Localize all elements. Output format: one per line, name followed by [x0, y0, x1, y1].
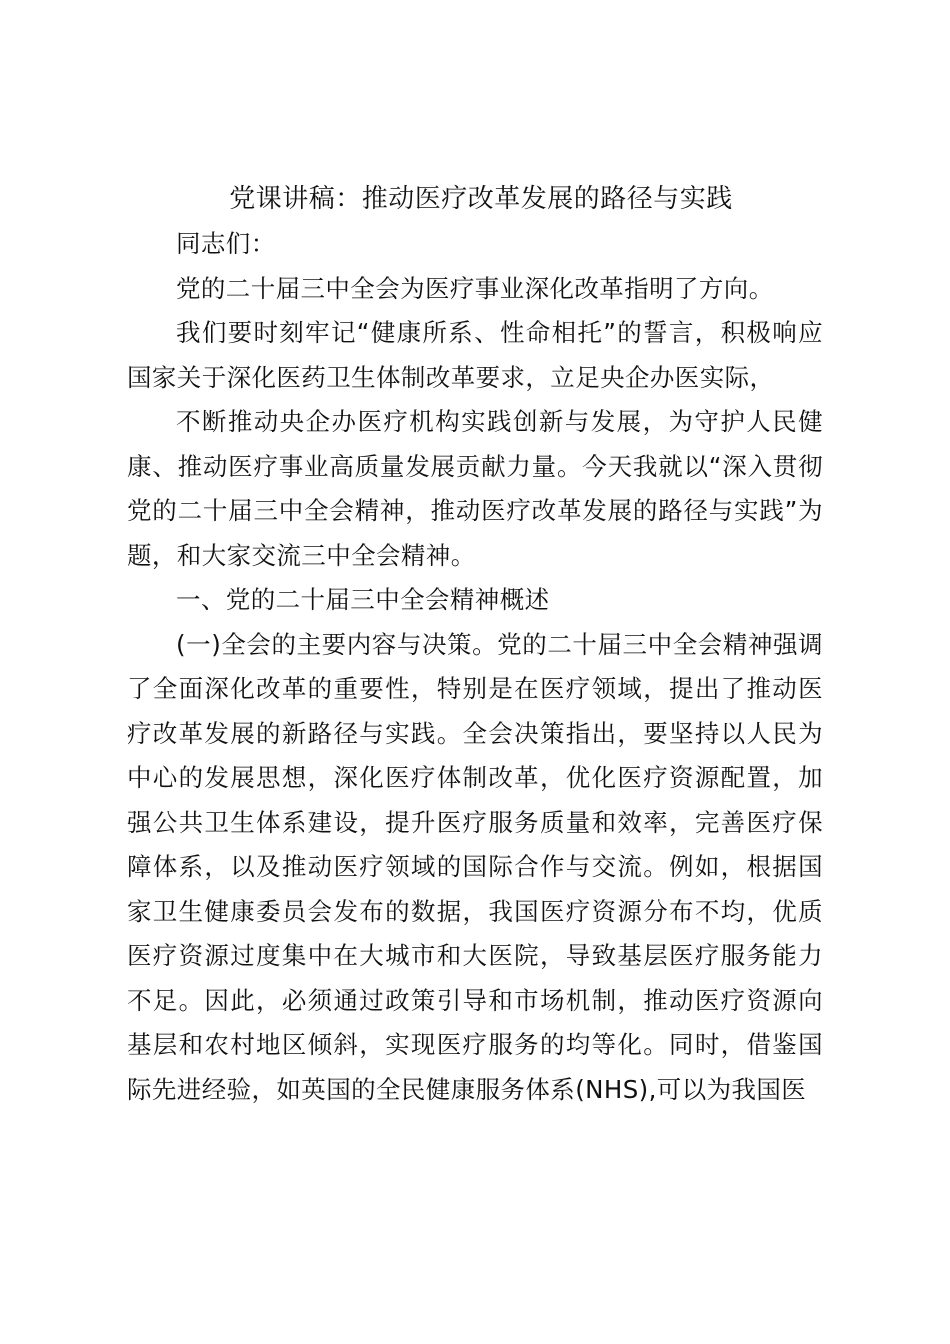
paragraph-oath: 我们要时刻牢记“健康所系、性命相托”的誓言，积极响应国家关于深化医药卫生体制改革要求，立足央企办医实际，: [127, 318, 823, 392]
salutation: 同志们：: [176, 229, 276, 258]
document-title: 党课讲稿：推动医疗改革发展的路径与实践: [229, 184, 733, 214]
paragraph-intro: 党的二十届三中全会为医疗事业深化改革指明了方向。: [176, 273, 774, 303]
document-body: [127, 176, 823, 1112]
section-heading-1: 一、党的二十届三中全会精神概述: [176, 585, 550, 614]
paragraph-topic: 不断推动央企办医疗机构实践创新与发展，为守护人民健康、推动医疗事业高质量发展贡献力量。今天我就以“深入贯彻党的二十届三中全会精神，推动医疗改革发展的路径与实践”为题，和大家交流三中全会精神。: [127, 407, 823, 570]
paragraph-section-1-1: (一)全会的主要内容与决策。党的二十届三中全会精神强调了全面深化改革的重要性，特别是在医疗领域，提出了推动医疗改革发展的新路径与实践。全会决策指出，要坚持以人民为中心的发展思想，深化医疗体制改革，优化医疗资源配置，加强公共卫生体系建设，提升医疗服务质量和效率，完善医疗保障体系，以及推动医疗领域的国际合作与交流。例如，根据国家卫生健康委员会发布的数据，我国医疗资源分布不均，优质医疗资源过度集中在大城市和大医院，导致基层医疗服务能力不足。因此，必须通过政策引导和市场机制，推动医疗资源向基层和农村地区倾斜，实现医疗服务的均等化。同时，借鉴国际先进经验，如英国的全民健康服务体系(NHS),可以为我国医: [127, 629, 823, 1104]
